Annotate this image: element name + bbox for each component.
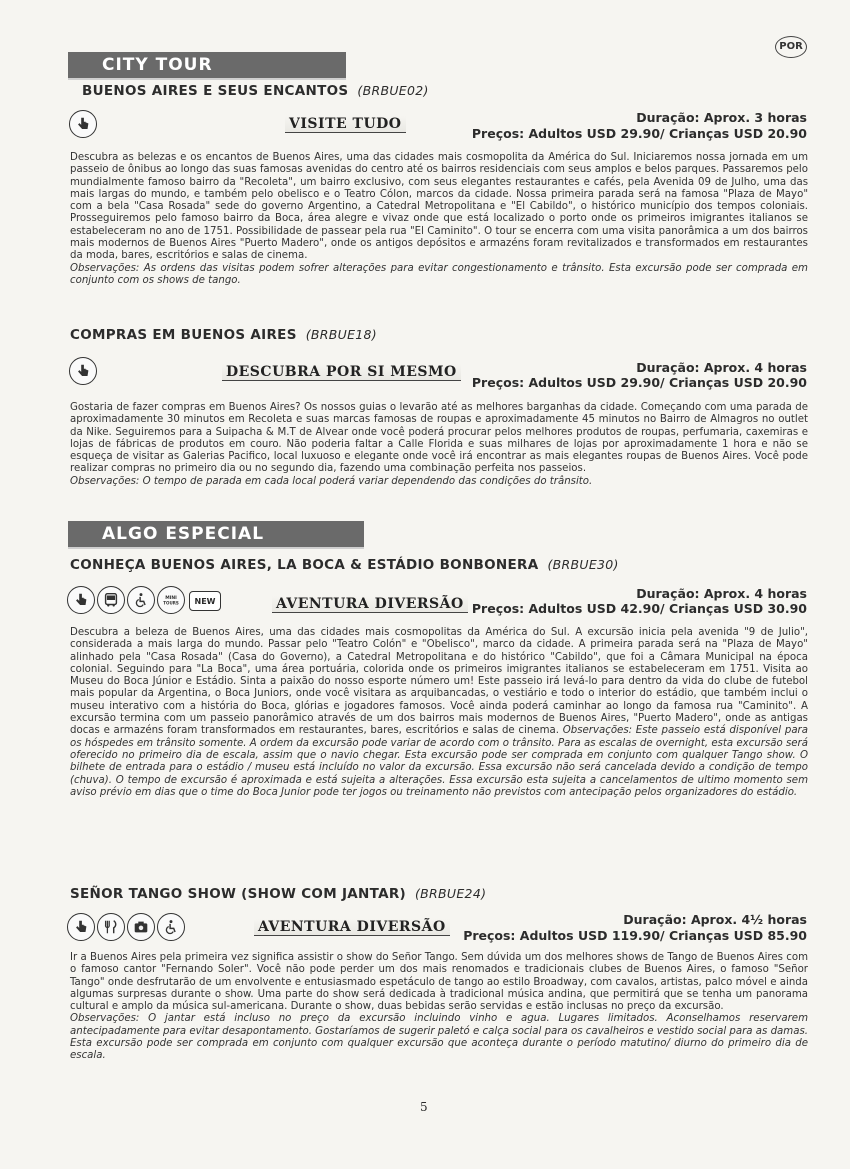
camera-icon [127, 913, 155, 941]
observations-text: Observações: As ordens das visitas podem sofrer alterações para evitar congestionamento e trânsito. Esta excursão pode ser comprada em conjunto com os shows de tango. [70, 262, 808, 286]
description-body: Descubra a beleza de Buenos Aires, uma das cidades mais cosmopolitas da América do Sul. A excursão inicia pela avenida "9 de Julio", considerada a mais larga do mundo. Passar pelo "Teatro Colón" e "Obelisco", marco da cidade. A primeira parada será na "Plaza de Mayo" alinhado pela "Casa Rosada" (Casa do Governo), a Catedral Metropolitana e do histórico "Cabildo", que foi a Câmara Municipal na época colonial. Seguindo para "La Boca", uma área portuária, colorida onde os primeiros imigrantes italianos se estabeleceram em 1751. Visita ao Museu do Boca Júnior e Estádio. Sinta a paixão do nosso esporte número um! Este passeio irá levá-lo para dentro da vida do clube de futebol mais popular da Argentina, o Boca Juniors, onde você visitara as arquibancadas, o vestiário e todo o interior do estádio, que também inclui o museu interativo com a história do Boca, glórias e jogadores famosos. Você ainda poderá caminhar ao longo da famosa rua "Caminito". A excursão termina com um passeio panorâmico através de um dos bairros mais modernos de Buenos Aires, "Puerto Madero", onde as antigas docas e armazéns foram transformados em restaurantes, bares, escritórios e salas de cinema. [70, 627, 808, 737]
prices: Preços: Adultos USD 29.90/ Crianças USD 20.90 [471, 126, 807, 141]
observations-text: Observações: Este passeio está disponível para os hóspedes em trânsito somente. A ordem da excursão pode variar de acordo com o trânsito. Para as escalas de overnight, esta excursão será oferecido no primeiro dia de escala, assim que o navio chegar. Esta excursão pode ser comprada em conjunto com qualquer Tango show. O bilhete de entrada para o estádio / museu está incluído no valor da excursão. Essa excursão não será cancelada devido a condição de tempo (chuva). O tempo de excursão é aproximada e está sujeita a alterações. Essa excursão esta sujeita a cancelamentos de ultimo momento sem aviso prévio em dias que o time do Boca Junior pode ter jogos ou treinamento não previstos com antecipação pelos organizadores do estádio. [70, 725, 808, 798]
tour-title [70, 886, 486, 902]
tour-description [70, 402, 808, 488]
description-text: Ir a Buenos Aires pela primeira vez significa assistir o show do Señor Tango. Sem dúvida um dos melhores shows de Tango de Buenos Aires com o famoso cantor "Fernando Soler". Você não pode perder um dos mais renomados e tradicionais clubes de Buenos Aires, o famoso "Señor Tango" onde desfrutarão de um envolvente e entusiasmado espetáculo de tango ao estilo Broadway, com cavalos, artistas, palco móvel e ainda algumas surpresas durante o show. Uma parte do show será dedicada à tradicional música andina, que permitirá que se tenha um panorama cultural e amplo da música sul-americana. Durante o show, duas bebidas serão servidas e estão inclusas no preço da excursão. [70, 952, 808, 1013]
observations-text: Observações: O jantar está incluso no preço da excursão incluindo vinho e agua. Lugares limitados. Aconselhamos reservarem antecipadamente para evitar desapontamento. Gostaríamos de sugerir paletó e calça social para os cavalheiros e vestido social para as damas. Esta excursão pode ser comprada em conjunto com qualquer excursão que aconteça durante o período matutino/ diurno do primeiro dia de escala. [70, 1013, 808, 1062]
tour-name: BUENOS AIRES E SEUS ENCANTOS [82, 83, 349, 99]
category-label: AVENTURA DIVERSÃO [272, 596, 468, 613]
page-number: 5 [420, 1100, 428, 1114]
mini-tours-icon [157, 586, 185, 614]
accessibility-icon [157, 913, 185, 941]
feature-icons [69, 357, 97, 385]
observations-text: Observações: O tempo de parada em cada local poderá variar dependendo das condições do trânsito. [70, 475, 593, 487]
duration: Duração: Aprox. 4 horas [636, 360, 807, 375]
description-text [70, 627, 808, 799]
tour-code: (BRBUE24) [415, 886, 487, 901]
feature-icons [67, 586, 221, 614]
section-banner-algo-especial: ALGO ESPECIAL [68, 521, 364, 549]
pointer-hand-icon [69, 357, 97, 385]
tour-code: (BRBUE18) [305, 327, 377, 342]
accessibility-icon [127, 586, 155, 614]
category-label: VISITE TUDO [285, 116, 406, 133]
prices: Preços: Adultos USD 42.90/ Crianças USD 30.90 [471, 601, 807, 616]
tour-name: SEÑOR TANGO SHOW (SHOW COM JANTAR) [70, 886, 406, 902]
tour-name: COMPRAS EM BUENOS AIRES [70, 327, 297, 343]
duration: Duração: Aprox. 3 horas [636, 110, 807, 125]
tour-title [82, 83, 429, 99]
feature-icons [69, 110, 97, 138]
section-banner-city-tour: CITY TOUR [68, 52, 346, 80]
bus-icon [97, 586, 125, 614]
category-label: AVENTURA DIVERSÃO [254, 919, 450, 936]
tour-description [70, 627, 808, 799]
duration: Duração: Aprox. 4 horas [636, 586, 807, 601]
tour-title [70, 557, 619, 573]
prices: Preços: Adultos USD 29.90/ Crianças USD 20.90 [471, 375, 807, 390]
tour-code: (BRBUE30) [547, 557, 619, 572]
duration: Duração: Aprox. 4½ horas [623, 912, 807, 927]
tour-title [70, 327, 377, 343]
description-text: Descubra as belezas e os encantos de Buenos Aires, uma das cidades mais cosmopolita da América do Sul. Iniciaremos nossa jornada em um passeio de ônibus ao longo das suas famosas avenidas do centro até os bairros residenciais com seus amplos e belos parques. Passaremos pelo mundialmente famoso bairro da "Recoleta", um bairro exclusivo, com seus elegantes restaurantes e cafés, pela Avenida 09 de Julho, uma das mais largas do mundo, e também pelo obelisco e o Teatro Cólon, marcos da cidade. Nossa primeira parada será na famosa "Plaza de Mayo" com a bela "Casa Rosada" sede do governo Argentino, a Catedral Metropolitana e "El Cabildo", o histórico município dos tempos coloniais. Prosseguiremos pelo famoso bairro da Boca, área alegre e vivaz onde que está localizado o porto onde os primeiros imigrantes italianos se estabeleceram no ano de 1751. Possibilidade de passear pela rua "El Caminito". O tour se encerra com uma visita panorâmica a um dos bairros mais modernos de Buenos Aires "Puerto Madero", onde os antigos depósitos e armazéns foram revitalizados e transformados em restaurantes da moda, bares, escritórios e salas de cinema. [70, 152, 808, 262]
prices: Preços: Adultos USD 119.90/ Crianças USD 85.90 [463, 928, 807, 943]
pointer-hand-icon [67, 913, 95, 941]
category-label: DESCUBRA POR SI MESMO [222, 364, 461, 381]
cutlery-icon [97, 913, 125, 941]
tour-description [70, 952, 808, 1063]
tour-code: (BRBUE02) [357, 83, 429, 98]
pointer-hand-icon [67, 586, 95, 614]
feature-icons [67, 913, 185, 941]
pointer-hand-icon [69, 110, 97, 138]
svg-text:MINI: MINI [165, 596, 177, 602]
language-badge: POR [775, 36, 807, 58]
new-badge: NEW [189, 591, 221, 611]
svg-text:TOURS: TOURS [163, 600, 179, 606]
tour-name: CONHEÇA BUENOS AIRES, LA BOCA & ESTÁDIO BONBONERA [70, 557, 539, 573]
tour-description [70, 152, 808, 287]
description-text: Gostaria de fazer compras em Buenos Aires? Os nossos guias o levarão até as melhores barganhas da cidade. Começando com uma parada de aproximadamente 30 minutos em Recoleta e suas marcas famosas de roupas e aproximadamente 45 minutos no Bairro de Almagros no outlet da Nike. Seguiremos para a Suipacha & M.T de Alvear onde você poderá procurar pelos melhores produtos de roupas, perfumaria, caxemiras e lojas de fábricas de produtos em couro. Não poderia faltar a Calle Florida e suas milhares de lojas por aproximadamente 1 hora e não se esqueça de visitar as Galerias Pacifico, local luxuoso e elegante onde você irá encontrar as mais elegantes roupas de Buenos Aires. Você pode realizar compras no primeiro dia ou no segundo dia, fazendo uma combinação perfeita nos passeios. [70, 402, 808, 475]
